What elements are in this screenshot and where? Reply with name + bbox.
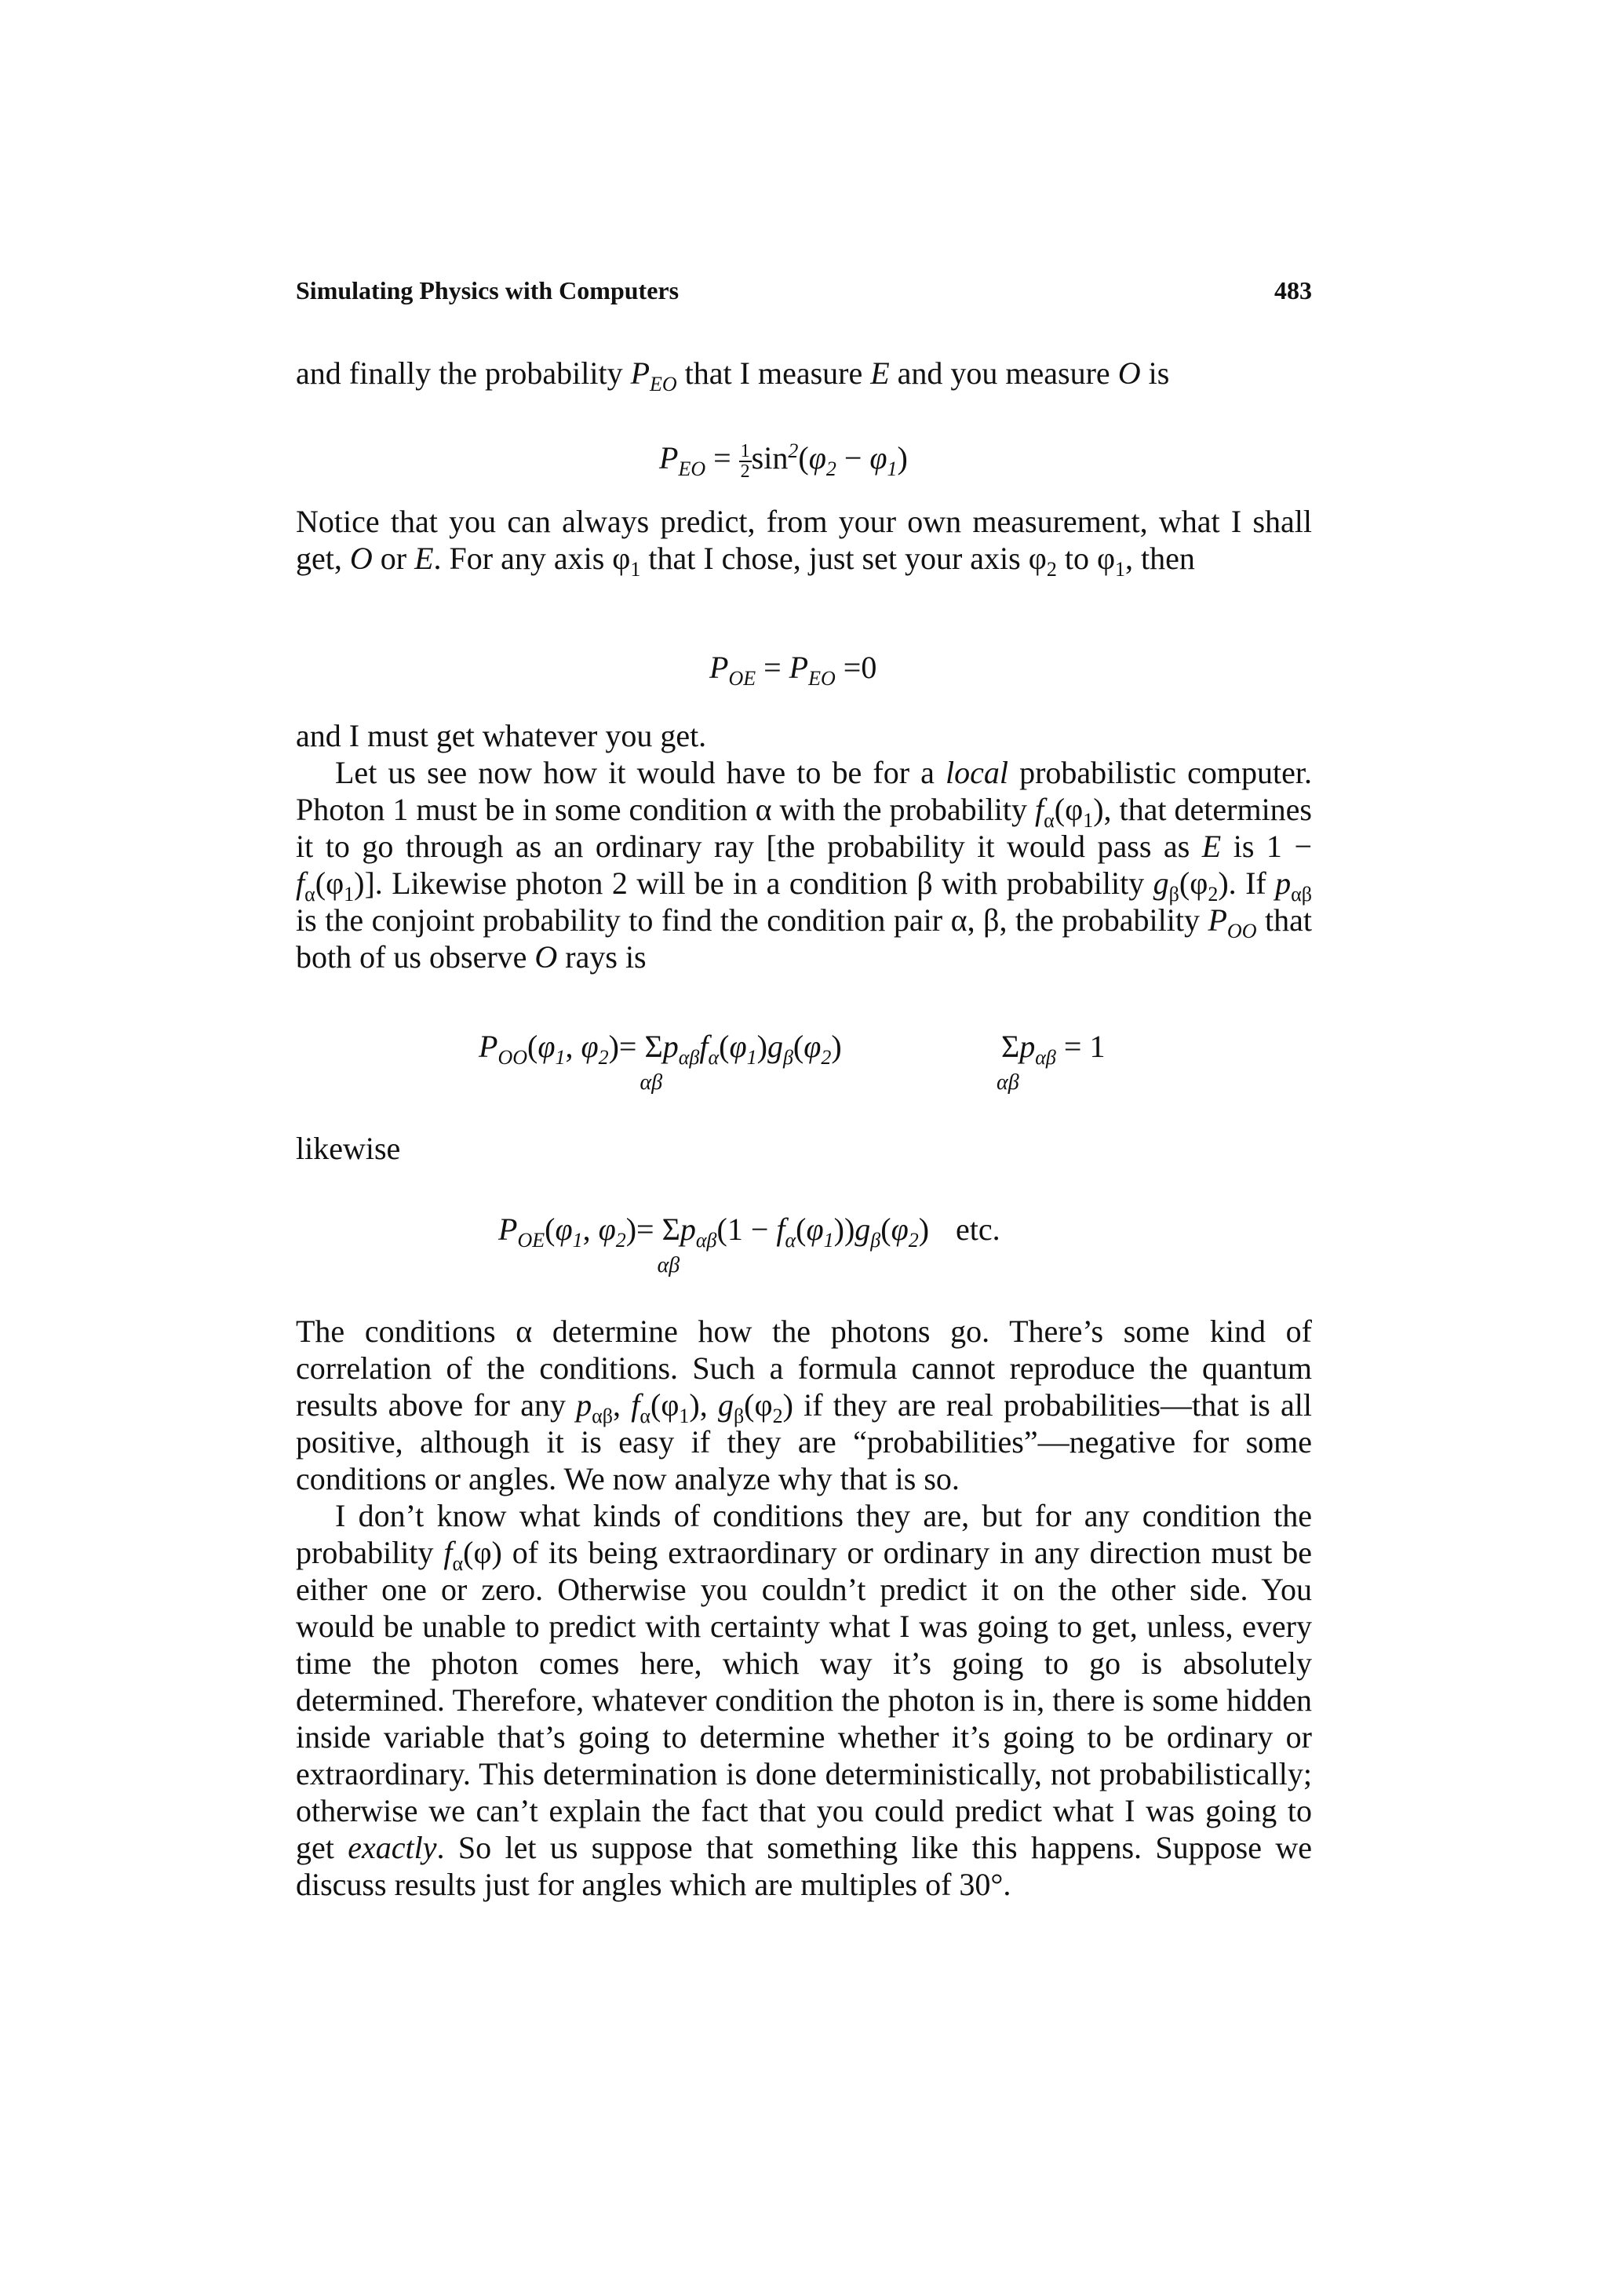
paragraph-6-7: The conditions α determine how the photons go. There’s some kind of correlation of the conditions. Such a formula cannot reproduce the quantum results above for any $p_{\alpha\beta}$, $f_\alpha(\varphi_1)$, $g_\beta(\varphi_2)$ if they are real probabilities—that is all positive, although it is easy if they are “probabilities”—negative for some conditions or angles. We now analyze why that is so. I don’t know what kinds of conditions they are, but for any condition the probability $f_\alpha(\varphi)$ of its being extraordinary or ordinary in any direction must be either one or zero. Otherwise you couldn’t predict it on the other side. You would be unable to predict with certainty what I was going to get, unless, every time the photon comes here, which way it’s going to go is absolutely determined. Therefore, whatever condition the photon is in, there is some hidden inside variable that’s going to determine whether it’s going to be ordinary or extraordinary. This determination is done deterministically, not probabilistically; otherwise we can’t explain the fact that you could predict what I was going to get exactly. So let us suppose that something like this happens. Suppose we discuss results just for angles which are multiples of 30°. (296, 1314, 1313, 1902)
paragraph-1: and finally the probability $P_{EO}$ that I measure E and you measure O is (296, 355, 1170, 395)
paragraph-2: Notice that you can always predict, from your own measurement, what I shall get, O or E. For any axis $\varphi_1$ that I chose, just set your axis $\varphi_2$ to $\varphi_1$, then (296, 504, 1312, 581)
likewise-label: likewise (296, 1131, 401, 1166)
equation-poe: $P_{OE}(\varphi_1$, $\varphi_2)= \Sigma$ αβ $p_{\alpha\beta}(1 - f_\alpha(\varphi_1))g_\beta(\varphi_2)$ etc. (498, 1212, 1000, 1277)
equation-poo: $P_{OO}(\varphi_1$, $\varphi_2)= \Sigma$ αβ $p_{\alpha\beta}f_\alpha(\varphi_1)g_\beta(\varphi_2)$ (479, 1029, 842, 1095)
equation-peo: $P_{EO}$ = $\frac{1}{2}$ $\sin^2(\varphi_2 - \varphi_1)$ (659, 439, 908, 482)
page-number: 483 (1274, 276, 1312, 304)
equation-poe-peo-zero: $P_{OE} = P_{EO} =0$ (709, 650, 877, 690)
etc-label: etc. (956, 1212, 1000, 1247)
running-header (296, 276, 1312, 315)
paragraph-3-4: and I must get whatever you get. Let us see now how it would have to be for a local probabilistic computer. Photon 1 must be in some condition α with the probability $f_\alpha(\varphi_1)$, that determines it to go through as an ordinary ray [the probability it would pass as E is $1 - f_\alpha(\varphi_1)$]. Likewise photon 2 will be in a condition β with probability $g_\beta(\varphi_2)$. If $p_{\alpha\beta}$ is the conjoint probability to find the condition pair α, β, the probability $P_{OO}$ that both of us observe O rays is (296, 718, 1312, 975)
equation-sum-normalization: Σ αβ $p_{\alpha\beta} = 1$ (997, 1029, 1106, 1095)
running-title: Simulating Physics with Computers (296, 276, 680, 304)
